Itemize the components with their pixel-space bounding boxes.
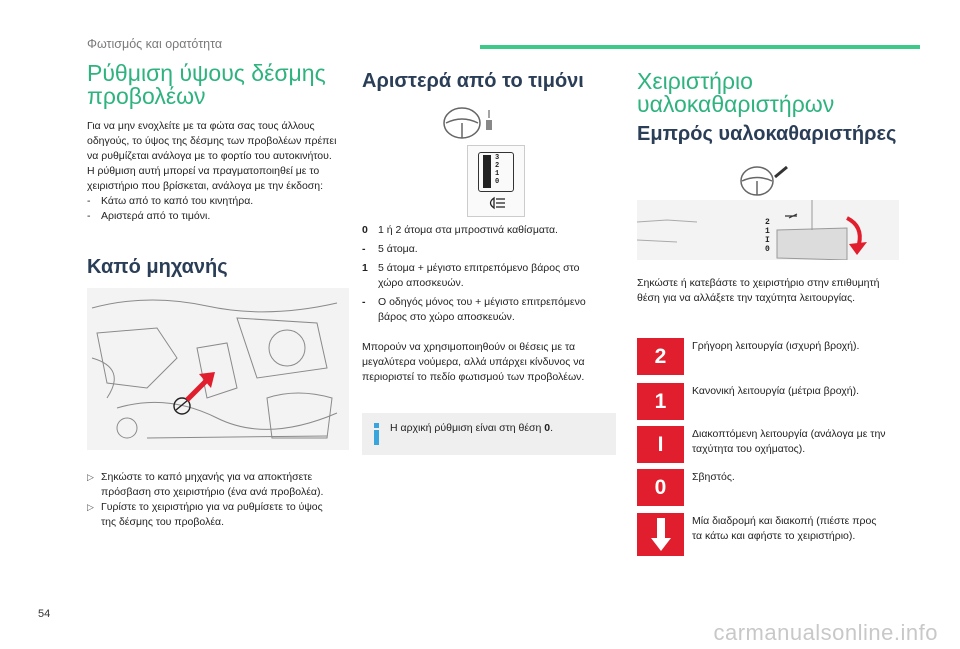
wiper-control-title: Χειριστήριο υαλοκαθαριστήρων xyxy=(637,68,835,117)
headlamp-icon xyxy=(485,196,507,210)
list-item: - 5 άτομα. xyxy=(362,243,418,255)
front-wipers-subtitle: Εμπρός υαλοκαθαριστήρες xyxy=(637,123,897,145)
mode-badge: 0 xyxy=(637,469,684,506)
left-of-wheel-title: Αριστερά από το τιμόνι xyxy=(362,70,584,92)
info-icon xyxy=(370,423,384,445)
higher-positions-paragraph: Μπορούν να χρησιμοποιηθούν οι θέσεις με τα μεγαλύτερα νούμερα, αλλά υπάρχει κίνδυνος να περιοριστεί το πεδίο φωτισμού των προβολέων. xyxy=(362,341,585,383)
list-item: - Κάτω από το καπό του κινητήρα. xyxy=(87,195,254,207)
steering-wheel-icon xyxy=(440,105,502,141)
wiper-dial-scale: 2 1 I 0 xyxy=(765,218,770,254)
bullet-triangle-icon: ▷ xyxy=(87,502,94,512)
list-item: 0 1 ή 2 άτομα στα μπροστινά καθίσματα. xyxy=(362,224,558,236)
bullet-triangle-icon: ▷ xyxy=(87,472,94,482)
list-item: 1 5 άτομα + μέγιστο επιτρεπόμενο βάρος στο χώρο αποσκευών. xyxy=(362,262,580,289)
wiper-mode-normal: 1 Κανονική λειτουργία (μέτρια βροχή). xyxy=(637,383,892,420)
list-item: ▷ Γυρίστε το χειριστήριο για να ρυθμίσετε το ύψος της δέσμης του προβολέα. xyxy=(87,501,323,528)
engine-bay-illustration xyxy=(87,288,349,450)
dial-scale: 3 2 1 0 xyxy=(495,154,500,186)
beam-height-paragraph: Για να μην ενοχλείτε με τα φώτα σας τους άλλους οδηγούς, το ύψος της δέσμης των προβολέων πρέπει να ρυθμίζεται ανάλογα με το φορτίο του αυτοκινήτου. Η ρύθμιση αυτή μπορεί να πραγματοποιηθεί με το χειριστήριο που βρίσκεται, ανάλογα με την έκδοση: - Κάτω από το καπό του κινητήρα. - Αριστερά από το τιμόνι. xyxy=(87,119,352,224)
wiper-mode-single-wipe: Μία διαδρομή και διακοπή (πιέστε προς τα κάτω και αφήστε το χειριστήριο). xyxy=(637,513,892,556)
engine-hood-steps xyxy=(87,470,352,530)
section-header-title: Φωτισμός και ορατότητα xyxy=(87,37,223,51)
initial-setting-note: Η αρχική ρύθμιση είναι στη θέση 0. xyxy=(362,413,616,455)
wiper-instruction: Σηκώστε ή κατεβάστε το χειριστήριο στην επιθυμητή θέση για να αλλάξετε την ταχύτητα λειτουργίας. xyxy=(637,277,880,304)
mode-badge: 1 xyxy=(637,383,684,420)
engine-hood-subtitle: Καπό μηχανής xyxy=(87,256,228,278)
watermark: carmanualsonline.info xyxy=(713,620,938,645)
wiper-mode-off: 0 Σβηστός. xyxy=(637,469,892,506)
wiper-mode-fast: 2 Γρήγορη λειτουργία (ισχυρή βροχή). xyxy=(637,338,892,375)
section-header-bar xyxy=(480,45,920,49)
mode-badge: 2 xyxy=(637,338,684,375)
down-arrow-icon xyxy=(637,513,684,556)
list-item: - Ο οδηγός μόνος του + μέγιστο επιτρεπόμενο βάρος στο χώρο αποσκευών. xyxy=(362,296,586,323)
beam-positions-list xyxy=(362,223,612,329)
list-item: - Αριστερά από το τιμόνι. xyxy=(87,210,211,222)
beam-dial-illustration xyxy=(467,145,525,217)
left-column xyxy=(87,62,347,108)
control-location-list xyxy=(87,194,352,224)
mode-badge: I xyxy=(637,426,684,463)
steering-wheel-icon xyxy=(735,163,789,199)
wiper-mode-intermittent: I Διακοπτόμενη λειτουργία (ανάλογα με την ταχύτητα του οχήματος). xyxy=(637,426,892,463)
list-item: ▷ Σηκώστε το καπό μηχανής για να αποκτήσετε πρόσβαση στο χειριστήριο (ένα ανά προβολέα). xyxy=(87,471,324,498)
beam-height-title: Ρύθμιση ύψους δέσμης προβολέων xyxy=(87,60,326,109)
dial-wheel xyxy=(483,155,491,188)
page-number: 54 xyxy=(38,608,51,620)
